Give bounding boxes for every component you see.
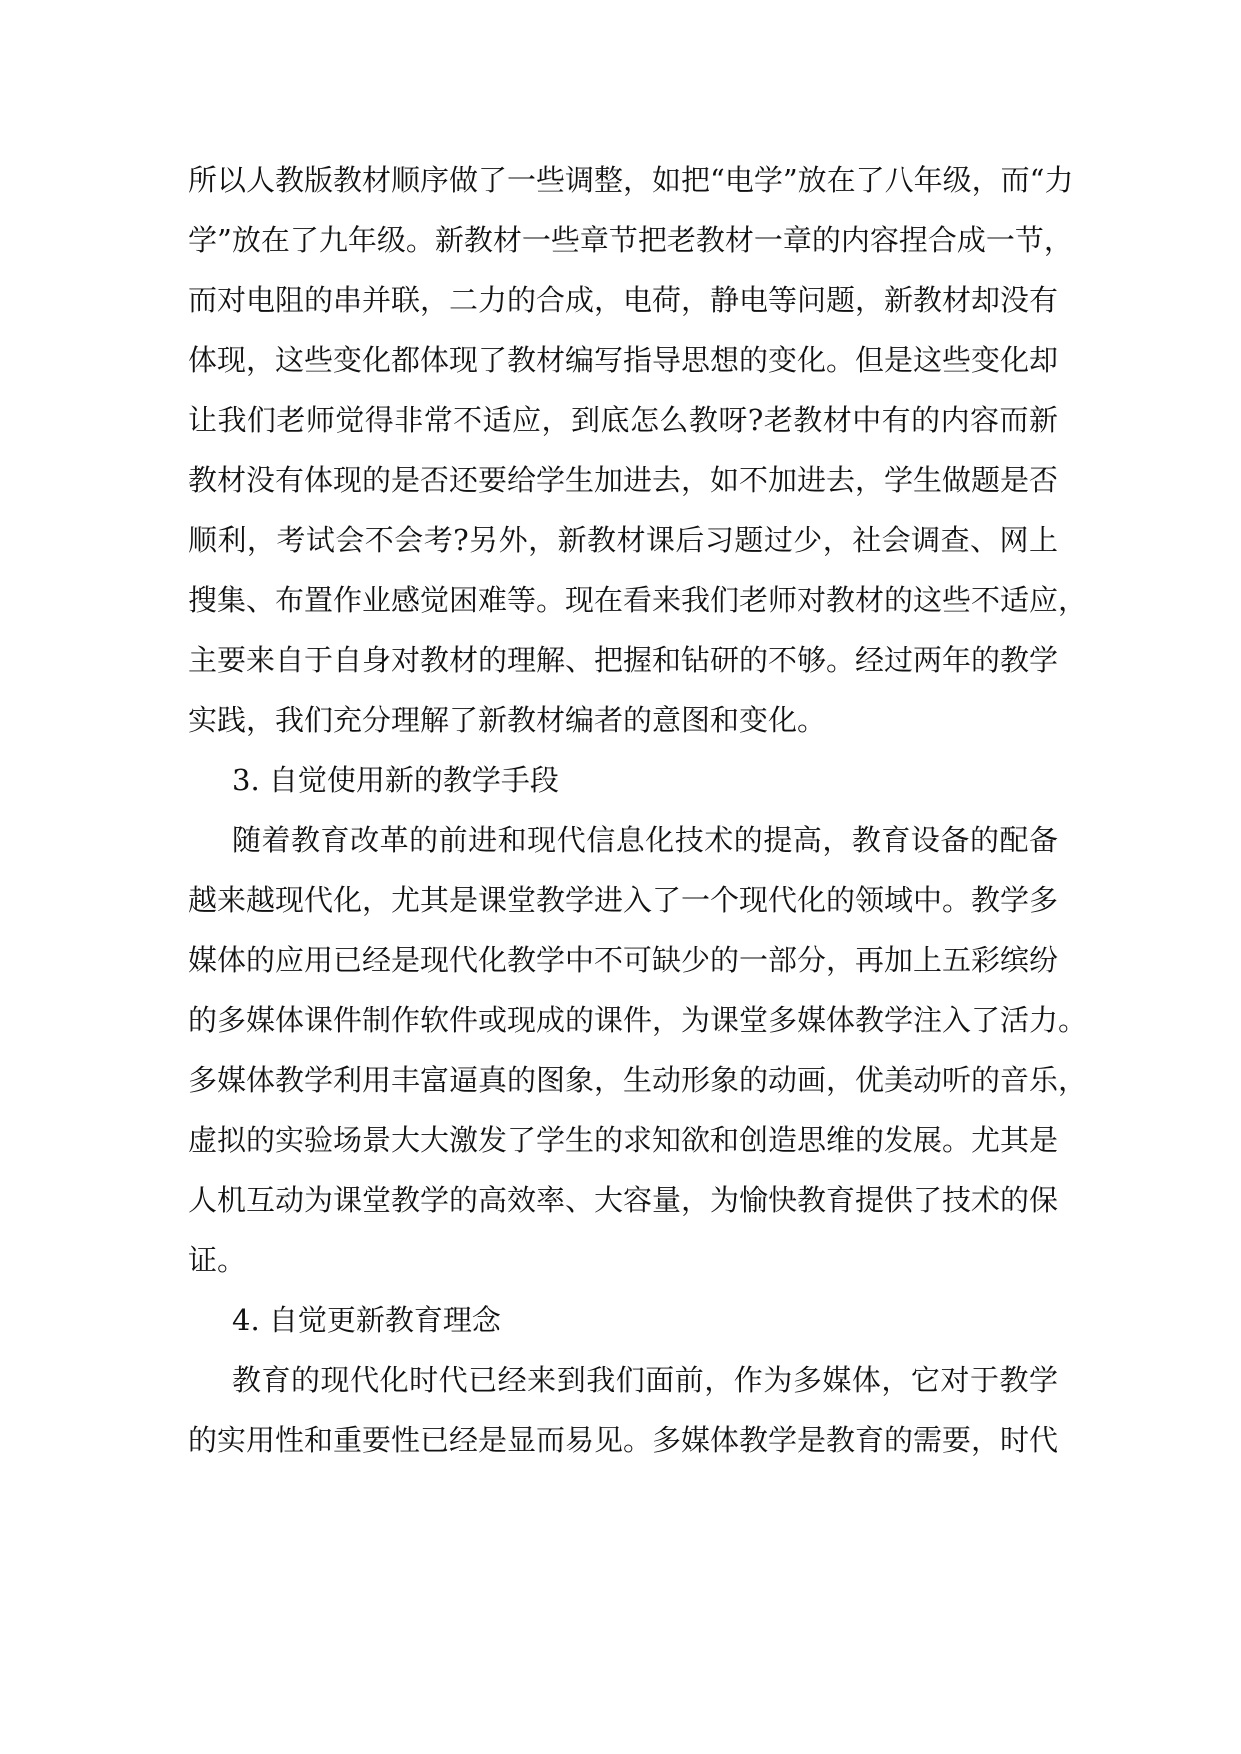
text-line: 证。	[188, 1243, 247, 1277]
text-line: 教材没有体现的是否还要给学生加进去，如不加进去，学生做题是否	[188, 463, 1059, 497]
text-line: 搜集、布置作业感觉困难等。现在看来我们老师对教材的这些不适应，	[188, 583, 1088, 617]
text-line: 体现，这些变化都体现了教材编写指导思想的变化。但是这些变化却	[188, 343, 1059, 377]
text-line: 而对电阻的串并联，二力的合成，电荷，静电等问题，新教材却没有	[188, 283, 1059, 317]
text-line: 越来越现代化，尤其是课堂教学进入了一个现代化的领域中。教学多	[188, 883, 1059, 917]
text-line: 的多媒体课件制作软件或现成的课件，为课堂多媒体教学注入了活力。	[188, 1003, 1088, 1037]
text-line: 虚拟的实验场景大大激发了学生的求知欲和创造思维的发展。尤其是	[188, 1123, 1059, 1157]
text-line: 人机互动为课堂教学的高效率、大容量，为愉快教育提供了技术的保	[188, 1183, 1059, 1217]
text-line: 4. 自觉更新教育理念	[232, 1303, 501, 1337]
text-line: 主要来自于自身对教材的理解、把握和钻研的不够。经过两年的教学	[188, 643, 1059, 677]
text-line: 多媒体教学利用丰富逼真的图象，生动形象的动画，优美动听的音乐，	[188, 1063, 1088, 1097]
text-line: 让我们老师觉得非常不适应，到底怎么教呀?老教材中有的内容而新	[188, 403, 1058, 437]
text-line: 所以人教版教材顺序做了一些调整，如把“电学”放在了八年级，而“力	[188, 163, 1074, 197]
text-line: 3. 自觉使用新的教学手段	[232, 763, 559, 797]
text-line: 教育的现代化时代已经来到我们面前，作为多媒体，它对于教学	[232, 1363, 1058, 1397]
text-line: 媒体的应用已经是现代化教学中不可缺少的一部分，再加上五彩缤纷	[188, 943, 1059, 977]
text-line: 随着教育改革的前进和现代信息化技术的提高，教育设备的配备	[232, 823, 1058, 857]
text-line: 顺利，考试会不会考?另外，新教材课后习题过少，社会调查、网上	[188, 523, 1058, 557]
text-line: 的实用性和重要性已经是显而易见。多媒体教学是教育的需要，时代	[188, 1423, 1059, 1457]
text-line: 实践，我们充分理解了新教材编者的意图和变化。	[188, 703, 827, 737]
text-line: 学”放在了九年级。新教材一些章节把老教材一章的内容捏合成一节，	[188, 223, 1073, 257]
document-body	[188, 150, 1088, 1470]
